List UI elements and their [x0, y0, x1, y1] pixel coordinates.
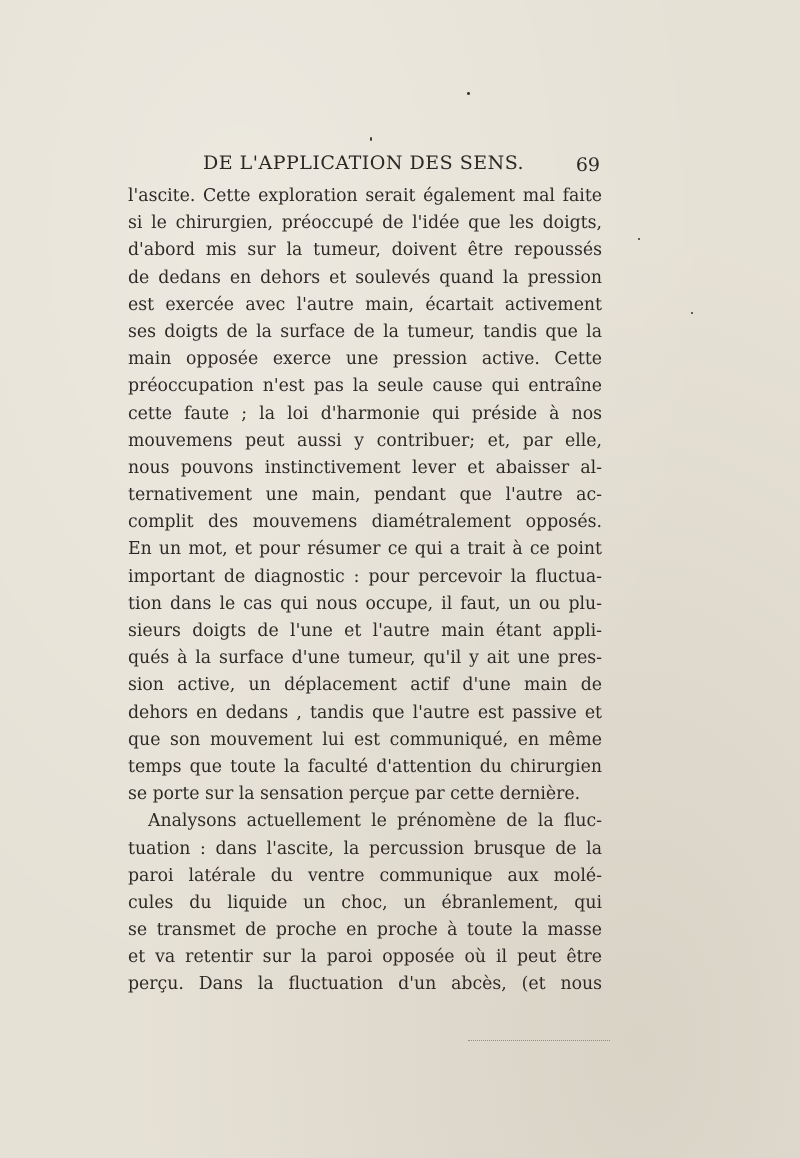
- running-head: [128, 152, 602, 186]
- text-line: ternativement une main, pendant que l'autre ac-: [128, 485, 602, 506]
- text-line: mouvemens peut aussi y contribuer; et, par elle,: [128, 430, 602, 451]
- text-line: l'ascite. Cette exploration serait également mal faite: [128, 186, 602, 206]
- text-line: temps que toute la faculté d'attention du chirurgien: [128, 756, 602, 777]
- text-line: qués à la surface d'une tumeur, qu'il y ait une pres-: [128, 648, 602, 669]
- paper-speck: [370, 137, 372, 141]
- text-line: cules du liquide un choc, un ébranlement, qui: [128, 892, 602, 913]
- text-line: important de diagnostic : pour percevoir la fluctua-: [128, 566, 602, 587]
- text-line: préoccupation n'est pas la seule cause qui entraîne: [128, 376, 602, 397]
- body-text: [128, 183, 602, 999]
- text-line: nous pouvons instinctivement lever et abaisser al-: [128, 457, 602, 478]
- text-line: sieurs doigts de l'une et l'autre main étant appli-: [128, 621, 602, 641]
- text-line: ses doigts de la surface de la tumeur, tandis que la: [128, 321, 602, 342]
- page-number: 69: [575, 154, 600, 176]
- paper-speck: [467, 92, 470, 95]
- text-line: que son mouvement lui est communiqué, en même: [128, 729, 602, 750]
- text-line: sion active, un déplacement actif d'une main de: [128, 675, 602, 696]
- text-line: et va retentir sur la paroi opposée où il peut être: [128, 947, 602, 968]
- running-title: DE L'APPLICATION DES SENS.: [203, 152, 525, 174]
- paper-speck: [691, 312, 693, 314]
- text-line: complit des mouvemens diamétralement opposés.: [128, 512, 602, 533]
- text-line: tion dans le cas qui nous occupe, il faut, un ou plu-: [128, 593, 602, 614]
- text-line: En un mot, et pour résumer ce qui a trait à ce point: [128, 539, 602, 560]
- paragraph-first-line: Analysons actuellement le prénomène de la fluc-: [148, 811, 602, 832]
- text-line: d'abord mis sur la tumeur, doivent être repoussés: [128, 240, 602, 261]
- text-line: cette faute ; la loi d'harmonie qui préside à nos: [128, 403, 602, 424]
- paragraph-last-line: se porte sur la sensation perçue par cette dernière.: [128, 784, 581, 805]
- text-line: est exercée avec l'autre main, écartait activement: [128, 294, 602, 315]
- text-line: dehors en dedans , tandis que l'autre est passive et: [128, 702, 602, 723]
- text-line: perçu. Dans la fluctuation d'un abcès, (et nous: [128, 974, 602, 995]
- text-line: paroi latérale du ventre communique aux molé-: [128, 865, 602, 886]
- paper-speck: [638, 238, 640, 240]
- text-line: si le chirurgien, préoccupé de l'idée que les doigts,: [128, 213, 602, 234]
- text-line: se transmet de proche en proche à toute la masse: [128, 920, 602, 941]
- text-line: tuation : dans l'ascite, la percussion brusque de la: [128, 838, 602, 859]
- text-line: main opposée exerce une pression active. Cette: [128, 349, 602, 370]
- text-line: de dedans en dehors et soulevés quand la pression: [128, 267, 602, 288]
- ink-smudge: [468, 1034, 610, 1041]
